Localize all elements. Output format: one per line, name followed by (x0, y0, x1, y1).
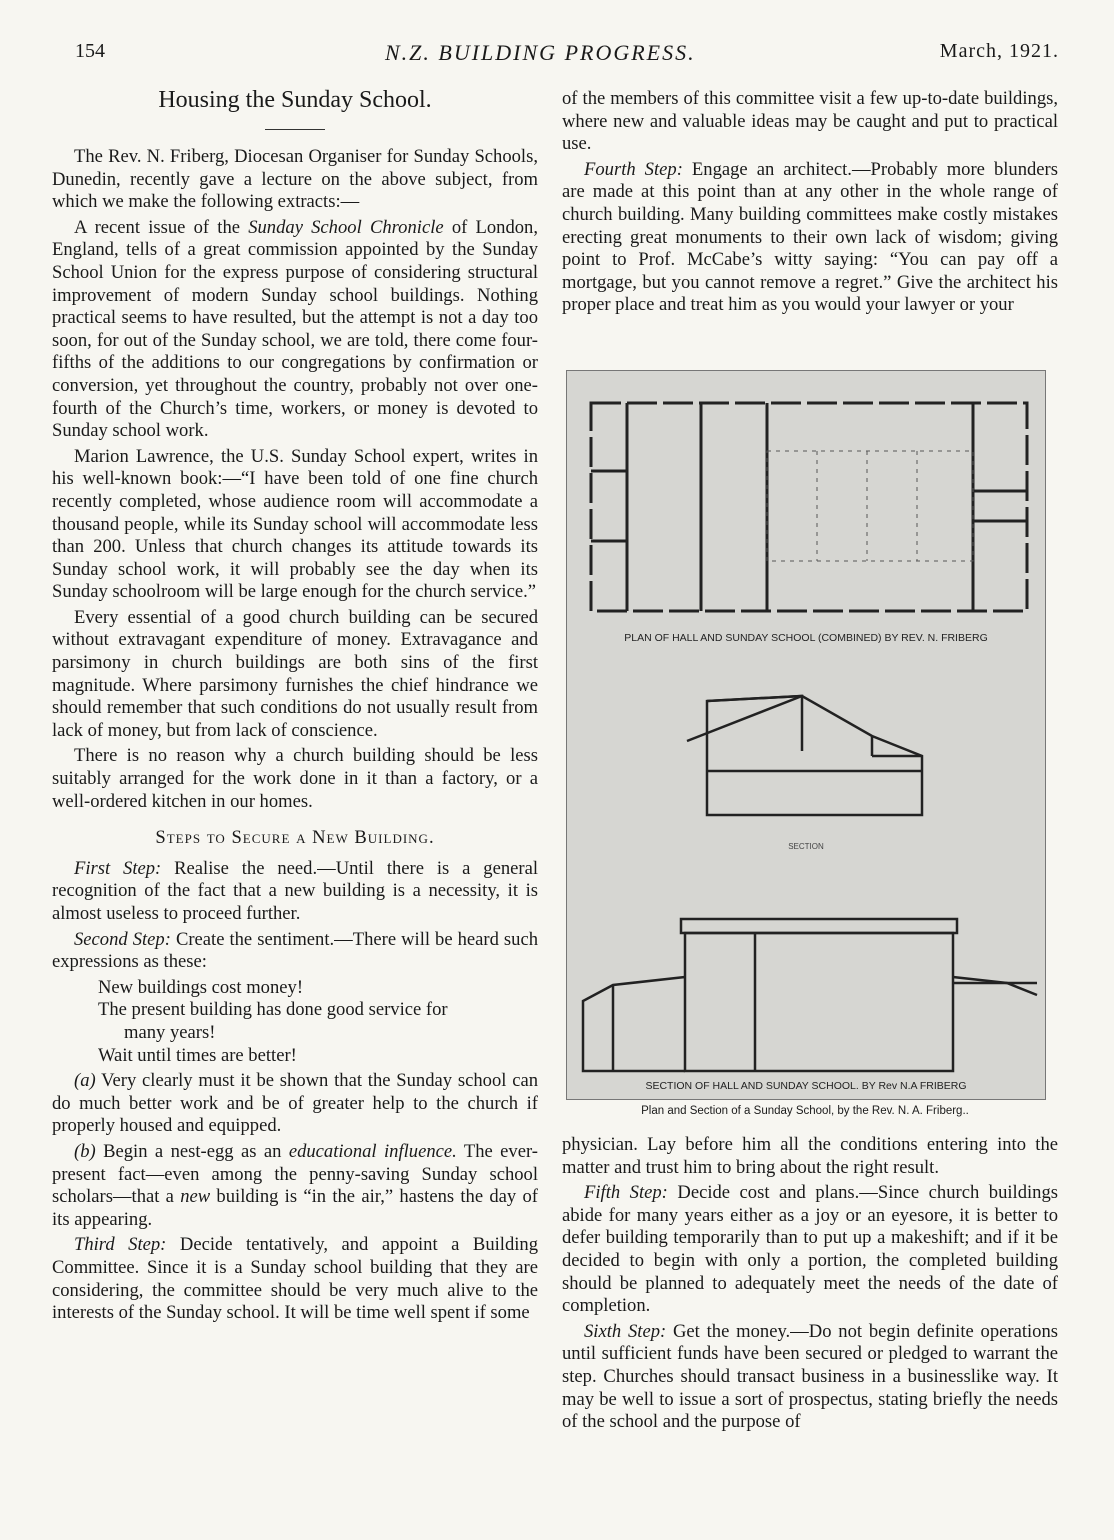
fourth-step-continued: physician. Lay before him all the conditions entering into the matter and trust him to bring about the right result. (562, 1134, 1058, 1178)
right-column-top (562, 88, 1058, 320)
essential-paragraph: Every essential of a good church building can be secured without extravagant expenditure of money. Extravagance and parsimony in church buildings are both sins of the first magnitude. Where parsimony furnishes the chief hindrance we should remember that such conditions do not usually result from lack of money, but from lack of conscience. (52, 606, 538, 741)
left-column (52, 85, 538, 1328)
point-b-text: The ever-present fact—even among the penny-saving Sunday school scholars—that a (52, 1140, 538, 1208)
elevation-drawing (687, 696, 922, 815)
quote-line: Wait until times are better! (98, 1044, 297, 1066)
sixth-step-text: Get the money.—Do not begin definite operations until sufficient funds have been secured or pledged to warrant the step. Churches should transact business in a businesslike way. It may be well to issue a sort of prospectus, stating briefly the needs of the school and the purpose of (562, 1320, 1059, 1433)
third-step-continued: of the members of this committee visit a few up-to-date buildings, where new and valuable ideas may be caught and put to practical use. (562, 88, 1058, 155)
lawrence-paragraph: Marion Lawrence, the U.S. Sunday School expert, writes in his well-known book:—“I have been told of one fine church recently completed, whose audience room will accommodate a thousand people, while its Sunday school will accommodate less than 200. Unless that church changes its attitude towards its Sunday school work, it will probably see the day when its Sunday schoolroom will be large enough for the church service.” (52, 445, 538, 603)
figure-caption: Plan and Section of a Sunday School, by the Rev. N. A. Friberg.. (641, 1105, 969, 1117)
intro-paragraph: The Rev. N. Friberg, Diocesan Organiser for Sunday Schools, Dunedin, recently gave a lecture on the above subject, from which we make the following extracts:— (52, 146, 538, 213)
point-a (52, 1070, 538, 1138)
second-step-text: Create the sentiment.—There will be heard such expressions as these: (52, 928, 539, 973)
second-step-label: Second Step: (74, 928, 171, 950)
point-b (52, 1141, 538, 1231)
quote-line: New buildings cost money! (98, 976, 304, 998)
point-b-emphasis: educational influence. (288, 1140, 457, 1162)
page-number: 154 (75, 40, 105, 62)
point-b-label: (b) (74, 1140, 96, 1162)
third-step-label: Third Step: (74, 1234, 167, 1256)
fourth-step-text: Engage an architect.—Probably more blunders are made at this point than at any other in the whole range of church building. Many building committees make costly mistakes erecting great monuments to their own lack of wisdom; giving point to Prof. McCabe’s witty saying: “You can pay off a mortgage, but you cannot remove a regret.” Give the architect his proper place and treat him as you would your lawyer or your (562, 158, 1058, 316)
point-a-label: (a) (74, 1070, 96, 1092)
chronicle-paragraph (52, 217, 538, 443)
third-step-text: Decide tentatively, and appoint a Building Committee. Since it is a Sunday school building that they are considering, the committee should be very much alive to the interests of the Sunday school. It will be time well spent if some (52, 1234, 539, 1324)
right-column-bottom (562, 1134, 1058, 1437)
point-b-text: Begin a nest-egg as an (95, 1140, 289, 1162)
quote-line: many years! (124, 1021, 216, 1043)
fourth-step (562, 159, 1058, 317)
elevation-label: SECTION (788, 842, 824, 851)
page-header (75, 40, 1059, 70)
plan-drawing (567, 371, 1045, 1099)
plan-dotted-lines (767, 451, 973, 561)
chronicle-title: Sunday School Chronicle (248, 216, 444, 238)
quote-line: The present building has done good service for (98, 999, 448, 1021)
fourth-step-label: Fourth Step: (584, 158, 683, 180)
chronicle-text-b: of London, England, tells of a great commission appointed by the Sunday School Union for the express purpose of considering structural improvement of modern Sunday school buildings. Nothing practical seems to have resulted, but the attempt is not a day too soon, for out of the Sunday school, we are told, there come four-fifths of the additions to our congregations by confirmation or conversion, yet throughout the country, probably not over one-fourth of the Church’s time, workers, or money is devoted to Sunday school work. (52, 216, 538, 442)
sixth-step-label: Sixth Step: (584, 1320, 667, 1342)
journal-title: N.Z. BUILDING PROGRESS. (385, 40, 696, 65)
floor-plan-figure (566, 370, 1046, 1100)
issue-date: March, 1921. (939, 40, 1059, 62)
first-step-text: Realise the need.—Until there is a general recognition of the fact that a new building is a necessity, it is almost useless to proceed further. (52, 857, 539, 924)
fifth-step-text: Decide cost and plans.—Since church buildings abide for many years either as a joy or an eyesore, it is better to defer building temporarily than to put up a makeshift; and if it be decided to begin with only a portion, the completed building should be planned to adequately meet the needs of the date of completion. (562, 1182, 1058, 1317)
fifth-step (562, 1182, 1058, 1318)
section-heading: Steps to Secure a New Building. (155, 827, 435, 849)
section-drawing (583, 919, 1037, 1071)
article-title: Housing the Sunday School. (158, 87, 432, 113)
point-b-text: building is “in the air,” hastens the day of its appearing. (52, 1186, 538, 1230)
third-step (52, 1234, 538, 1324)
point-a-text: Very clearly must it be shown that the Sunday school can do much better work and be of greater help to the church if properly housed and equipped. (52, 1070, 538, 1137)
second-step (52, 929, 538, 974)
reason-paragraph: There is no reason why a church building should be less suitably arranged for the work done in it than a factory, or a well-ordered kitchen in our homes. (52, 745, 538, 812)
chronicle-text-a: A recent issue of the (74, 216, 249, 238)
point-b-emphasis: new (180, 1186, 211, 1208)
first-step-label: First Step: (74, 857, 162, 879)
first-step (52, 858, 538, 926)
plan-outline (591, 403, 1027, 611)
title-rule (265, 129, 325, 130)
fifth-step-label: Fifth Step: (584, 1182, 668, 1204)
sixth-step (562, 1321, 1058, 1434)
section-label: SECTION OF HALL AND SUNDAY SCHOOL. BY Rev N.A FRIBERG (645, 1080, 967, 1092)
plan-label: PLAN OF HALL AND SUNDAY SCHOOL (COMBINED) BY REV. N. FRIBERG (624, 632, 988, 644)
